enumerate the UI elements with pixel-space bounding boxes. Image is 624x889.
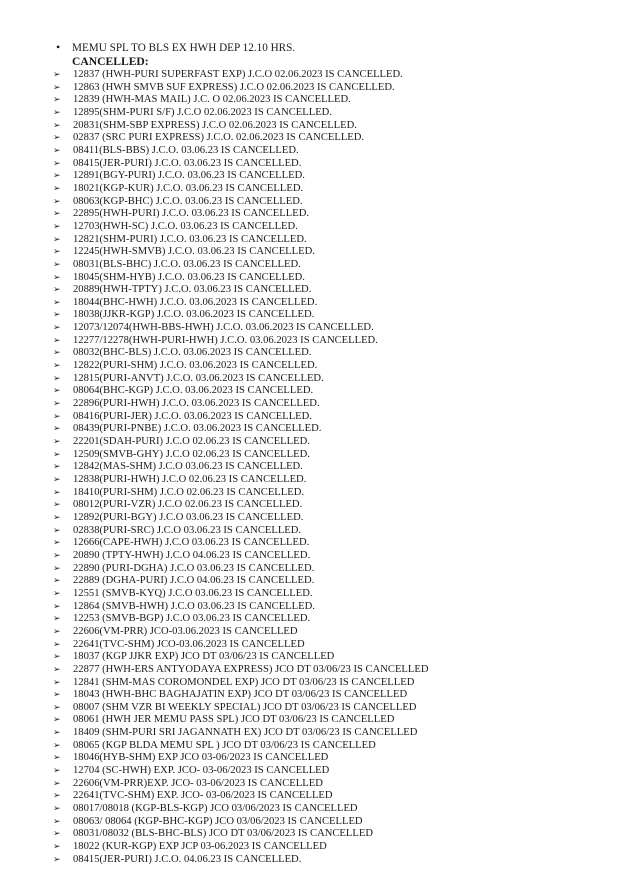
arrow-bullet-icon: ➢: [53, 728, 61, 739]
arrow-bullet-icon: ➢: [53, 500, 61, 511]
cancelled-train-item: [53, 702, 613, 715]
arrow-bullet-icon: ➢: [53, 816, 61, 827]
arrow-bullet-icon: ➢: [53, 766, 61, 777]
arrow-bullet-icon: ➢: [53, 475, 61, 485]
arrow-bullet-icon: ➢: [53, 82, 61, 93]
cancelled-train-text: 20889(HWH-TPTY) J.C.O. 03.06.23 IS CANCELLED.: [73, 284, 312, 296]
cancelled-train-item: [53, 601, 613, 614]
arrow-bullet-icon: ➢: [53, 626, 61, 637]
arrow-bullet-icon: ➢: [53, 791, 61, 802]
cancelled-train-item: [53, 639, 613, 652]
cancelled-train-text: 12551 (SMVB-KYQ) J.C.O 03.06.23 IS CANCELLED.: [73, 587, 313, 599]
arrow-bullet-icon: ➢: [53, 133, 61, 144]
cancelled-train-text: 22895(HWH-PURI) J.C.O. 03.06.23 IS CANCELLED.: [73, 208, 309, 220]
cancelled-train-text: 08415(JER-PURI) J.C.O. 04.06.23 IS CANCELLED.: [73, 853, 302, 865]
cancelled-train-text: 18043 (HWH-BHC BAGHAJATIN EXP) JCO DT 03/06/23 IS CANCELLED: [73, 689, 408, 701]
cancelled-train-item: [53, 436, 613, 449]
arrow-bullet-icon: ➢: [53, 120, 61, 131]
cancelled-train-text: 22641(TVC-SHM) EXP. JCO- 03-06/2023 IS CANCELLED: [73, 790, 333, 802]
cancelled-train-text: 08031(BLS-BHC) J.C.O. 03.06.23 IS CANCELLED.: [73, 258, 301, 270]
arrow-bullet-icon: ➢: [53, 652, 61, 663]
arrow-bullet-icon: ➢: [53, 386, 61, 397]
arrow-bullet-icon: ➢: [53, 449, 61, 460]
cancelled-train-item: [53, 272, 613, 285]
memu-special-heading: [56, 40, 295, 55]
cancelled-train-text: 20831(SHM-SBP EXPRESS) J.C.O 02.06.2023 IS CANCELLED.: [73, 119, 357, 131]
arrow-bullet-icon: ➢: [53, 361, 61, 372]
arrow-bullet-icon: ➢: [53, 259, 61, 270]
cancelled-train-text: 22201(SDAH-PURI) J.C.O 02.06.23 IS CANCELLED.: [73, 436, 310, 448]
arrow-bullet-icon: ➢: [53, 209, 61, 220]
arrow-bullet-icon: ➢: [53, 221, 61, 232]
cancelled-train-item: [53, 714, 613, 727]
cancelled-train-text: 12815(PURI-ANVT) J.C.O. 03.06.2023 IS CANCELLED.: [73, 372, 324, 384]
cancelled-train-text: 12073/12074(HWH-BBS-HWH) J.C.O. 03.06.2023 IS CANCELLED.: [73, 322, 374, 334]
arrow-bullet-icon: ➢: [53, 335, 61, 346]
cancelled-train-text: 12838(PURI-HWH) J.C.O 02.06.23 IS CANCELLED.: [73, 474, 307, 485]
arrow-bullet-icon: ➢: [53, 399, 61, 410]
cancelled-train-item: [53, 461, 613, 474]
cancelled-train-text: 08017/08018 (KGP-BLS-KGP) JCO 03/06/2023 IS CANCELLED: [73, 803, 358, 815]
arrow-bullet-icon: ➢: [53, 107, 61, 118]
cancelled-train-item: [53, 347, 613, 360]
cancelled-train-text: 12841 (SHM-MAS COROMONDEL EXP) JCO DT 03/06/23 IS CANCELLED: [73, 676, 415, 688]
cancelled-train-item: [53, 537, 613, 550]
cancelled-train-item: [53, 740, 613, 753]
cancelled-train-item: [53, 841, 613, 854]
cancelled-train-item: [53, 385, 613, 398]
cancelled-train-text: 08063/ 08064 (KGP-BHC-KGP) JCO 03/06/2023 IS CANCELLED: [73, 815, 363, 827]
cancelled-train-text: 22877 (HWH-ERS ANTYODAYA EXPRESS) JCO DT 03/06/23 IS CANCELLED: [73, 663, 429, 675]
cancelled-train-item: [53, 69, 613, 82]
cancelled-train-text: 20890 (TPTY-HWH) J.C.O 04.06.23 IS CANCELLED.: [73, 549, 311, 561]
cancelled-train-text: 18022 (KUR-KGP) EXP JCP 03-06.2023 IS CANCELLED: [73, 841, 327, 853]
arrow-bullet-icon: ➢: [53, 702, 61, 713]
arrow-bullet-icon: ➢: [53, 842, 61, 853]
cancelled-train-text: 02837 (SRC PURI EXPRESS) J.C.O. 02.06.2023 IS CANCELLED.: [73, 132, 365, 144]
arrow-bullet-icon: ➢: [53, 437, 61, 448]
arrow-bullet-icon: ➢: [53, 145, 61, 156]
cancelled-train-text: 22889 (DGHA-PURI) J.C.O 04.06.23 IS CANCELLED.: [73, 575, 315, 587]
cancelled-train-text: 08064(BHC-KGP) J.C.O. 03.06.2023 IS CANCELLED.: [73, 385, 314, 397]
cancelled-train-text: 18409 (SHM-PURI SRI JAGANNATH EX) JCO DT 03/06/23 IS CANCELLED: [73, 727, 418, 739]
arrow-bullet-icon: ➢: [53, 234, 61, 245]
bullet-icon: •: [56, 40, 61, 54]
cancelled-train-item: [53, 297, 613, 310]
cancelled-train-text: 18038(JJKR-KGP) J.C.O. 03.06.2023 IS CANCELLED.: [73, 309, 315, 321]
cancelled-train-text: 02838(PURI-SRC) J.C.O 03.06.23 IS CANCELLED.: [73, 524, 302, 536]
cancelled-train-text: 22606(VM-PRR) JCO-03.06.2023 IS CANCELLED: [73, 625, 298, 637]
heading-text: MEMU SPL TO BLS EX HWH DEP 12.10 HRS.: [72, 42, 296, 54]
arrow-bullet-icon: ➢: [53, 95, 61, 106]
cancelled-train-text: 12821(SHM-PURI) J.C.O. 03.06.23 IS CANCELLED.: [73, 233, 307, 245]
arrow-bullet-icon: ➢: [53, 829, 61, 840]
cancelled-train-text: 18037 (KGP JJKR EXP) JCO DT 03/06/23 IS CANCELLED: [73, 651, 335, 663]
cancelled-train-text: 12892(PURI-BGY) J.C.O 03.06.23 IS CANCELLED.: [73, 511, 304, 523]
arrow-bullet-icon: ➢: [53, 715, 61, 726]
cancelled-train-item: [53, 449, 613, 462]
cancelled-train-item: [53, 234, 613, 247]
cancelled-train-item: [53, 398, 613, 411]
cancelled-train-text: 08415(JER-PURI) J.C.O. 03.06.23 IS CANCELLED.: [73, 157, 302, 169]
cancelled-train-item: [53, 512, 613, 525]
arrow-bullet-icon: ➢: [53, 323, 61, 334]
cancelled-train-item: [53, 651, 613, 664]
cancelled-train-text: 18021(KGP-KUR) J.C.O. 03.06.23 IS CANCELLED.: [73, 182, 304, 194]
cancelled-train-item: [53, 284, 613, 297]
cancelled-train-item: [53, 816, 613, 829]
cancelled-train-item: [53, 778, 613, 791]
cancelled-train-item: [53, 322, 613, 335]
cancelled-train-item: [53, 550, 613, 563]
cancelled-train-item: [53, 423, 613, 436]
cancelled-train-text: 12277/12278(HWH-PURI-HWH) J.C.O. 03.06.2023 IS CANCELLED.: [73, 334, 378, 346]
arrow-bullet-icon: ➢: [53, 588, 61, 599]
arrow-bullet-icon: ➢: [53, 525, 61, 536]
cancelled-train-item: [53, 613, 613, 626]
arrow-bullet-icon: ➢: [53, 70, 61, 80]
cancelled-train-item: [53, 145, 613, 158]
cancelled-train-item: [53, 411, 613, 424]
cancelled-train-text: 08065 (KGP BLDA MEMU SPL ) JCO DT 03/06/23 IS CANCELLED: [73, 739, 376, 751]
arrow-bullet-icon: ➢: [53, 538, 61, 549]
arrow-bullet-icon: ➢: [53, 614, 61, 625]
cancelled-train-item: [53, 752, 613, 765]
cancelled-train-item: [53, 82, 613, 95]
arrow-bullet-icon: ➢: [53, 740, 61, 751]
cancelled-train-text: 18045(SHM-HYB) J.C.O. 03.06.23 IS CANCELLED.: [73, 271, 305, 283]
arrow-bullet-icon: ➢: [53, 804, 61, 815]
cancelled-train-item: [53, 689, 613, 702]
cancelled-train-text: 12666(CAPE-HWH) J.C.O 03.06.23 IS CANCELLED.: [73, 537, 310, 549]
cancelled-train-item: [53, 107, 613, 120]
cancelled-train-item: [53, 626, 613, 639]
cancelled-train-text: 08411(BLS-BBS) J.C.O. 03.06.23 IS CANCELLED.: [73, 144, 299, 156]
cancelled-train-item: [53, 120, 613, 133]
cancelled-train-item: [53, 208, 613, 221]
cancelled-train-item: [53, 474, 613, 487]
cancelled-train-text: 12837 (HWH-PURI SUPERFAST EXP) J.C.O 02.06.2023 IS CANCELLED.: [73, 69, 403, 80]
cancelled-train-text: 08416(PURI-JER) J.C.O. 03.06.2023 IS CANCELLED.: [73, 410, 312, 422]
arrow-bullet-icon: ➢: [53, 373, 61, 384]
cancelled-train-text: 12864 (SMVB-HWH) J.C.O 03.06.23 IS CANCELLED.: [73, 600, 315, 612]
cancelled-train-item: [53, 221, 613, 234]
cancelled-train-item: [53, 828, 613, 841]
arrow-bullet-icon: ➢: [53, 639, 61, 650]
cancelled-trains-list: [53, 69, 613, 866]
cancelled-train-item: [53, 335, 613, 348]
arrow-bullet-icon: ➢: [53, 196, 61, 207]
arrow-bullet-icon: ➢: [53, 690, 61, 701]
cancelled-train-item: [53, 854, 613, 867]
cancelled-train-text: 12891(BGY-PURI) J.C.O. 03.06.23 IS CANCELLED.: [73, 170, 305, 182]
cancelled-train-text: 22606(VM-PRR)EXP. JCO- 03-06/2023 IS CANCELLED: [73, 777, 323, 789]
cancelled-train-text: 12842(MAS-SHM) J.C.O 03.06.23 IS CANCELLED.: [73, 461, 303, 473]
cancelled-train-text: 18410(PURI-SHM) J.C.O 02.06.23 IS CANCELLED.: [73, 486, 305, 498]
cancelled-train-item: [53, 575, 613, 588]
cancelled-train-text: 08007 (SHM VZR BI WEEKLY SPECIAL) JCO DT 03/06/23 IS CANCELLED: [73, 701, 417, 713]
arrow-bullet-icon: ➢: [53, 576, 61, 587]
cancelled-train-item: [53, 790, 613, 803]
cancelled-train-item: [53, 309, 613, 322]
arrow-bullet-icon: ➢: [53, 462, 61, 473]
arrow-bullet-icon: ➢: [53, 297, 61, 308]
arrow-bullet-icon: ➢: [53, 247, 61, 258]
cancelled-train-text: 22641(TVC-SHM) JCO-03.06.2023 IS CANCELLED: [73, 638, 305, 650]
cancelled-train-item: [53, 94, 613, 107]
cancelled-train-item: [53, 259, 613, 272]
cancelled-train-text: 12253 (SMVB-BGP) J.C.O 03.06.23 IS CANCELLED.: [73, 613, 311, 625]
arrow-bullet-icon: ➢: [53, 285, 61, 296]
arrow-bullet-icon: ➢: [53, 424, 61, 435]
cancelled-train-item: [53, 170, 613, 183]
arrow-bullet-icon: ➢: [53, 753, 61, 764]
cancelled-train-item: [53, 563, 613, 576]
cancelled-train-text: 12704 (SC-HWH) EXP. JCO- 03-06/2023 IS CANCELLED: [73, 765, 330, 777]
cancelled-train-text: 08063(KGP-BHC) J.C.O. 03.06.23 IS CANCELLED.: [73, 195, 303, 207]
cancelled-train-text: 12509(SMVB-GHY) J.C.O 02.06.23 IS CANCELLED.: [73, 448, 310, 460]
cancelled-train-text: 12895(SHM-PURI S/F) J.C.O 02.06.2023 IS CANCELLED.: [73, 106, 332, 118]
arrow-bullet-icon: ➢: [53, 563, 61, 574]
arrow-bullet-icon: ➢: [53, 183, 61, 194]
cancelled-train-item: [53, 525, 613, 538]
arrow-bullet-icon: ➢: [53, 310, 61, 321]
arrow-bullet-icon: ➢: [53, 512, 61, 523]
cancelled-train-text: 22896(PURI-HWH) J.C.O. 03.06.2023 IS CANCELLED.: [73, 398, 320, 410]
cancelled-train-text: 12822(PURI-SHM) J.C.O. 03.06.2023 IS CANCELLED.: [73, 360, 318, 372]
cancelled-train-item: [53, 360, 613, 373]
cancelled-train-item: [53, 499, 613, 512]
arrow-bullet-icon: ➢: [53, 487, 61, 498]
cancelled-train-text: 12863 (HWH SMVB SUF EXPRESS) J.C.O 02.06.2023 IS CANCELLED.: [73, 81, 395, 93]
cancelled-train-text: 08012(PURI-VZR) J.C.O 02.06.23 IS CANCELLED.: [73, 499, 303, 511]
cancelled-train-item: [53, 677, 613, 690]
cancelled-train-text: 08032(BHC-BLS) J.C.O. 03.06.2023 IS CANCELLED.: [73, 347, 312, 359]
cancelled-train-text: 08439(PURI-PNBE) J.C.O. 03.06.2023 IS CANCELLED.: [73, 423, 322, 435]
cancelled-train-text: 12245(HWH-SMVB) J.C.O. 03.06.23 IS CANCELLED.: [73, 246, 315, 258]
arrow-bullet-icon: ➢: [53, 664, 61, 675]
cancelled-train-item: [53, 588, 613, 601]
arrow-bullet-icon: ➢: [53, 778, 61, 789]
cancelled-section-title: CANCELLED:: [72, 55, 149, 68]
cancelled-train-item: [53, 487, 613, 500]
cancelled-train-item: [53, 373, 613, 386]
cancelled-train-item: [53, 664, 613, 677]
cancelled-train-text: 18044(BHC-HWH) J.C.O. 03.06.2023 IS CANCELLED.: [73, 296, 318, 308]
cancelled-train-text: 18046(HYB-SHM) EXP JCO 03-06/2023 IS CANCELLED: [73, 752, 329, 764]
cancelled-train-item: [53, 765, 613, 778]
cancelled-train-item: [53, 246, 613, 259]
cancelled-train-item: [53, 803, 613, 816]
arrow-bullet-icon: ➢: [53, 411, 61, 422]
arrow-bullet-icon: ➢: [53, 550, 61, 561]
cancelled-train-item: [53, 196, 613, 209]
cancelled-train-text: 12703(HWH-SC) J.C.O. 03.06.23 IS CANCELLED.: [73, 220, 298, 232]
cancelled-train-text: 08061 (HWH JER MEMU PASS SPL) JCO DT 03/06/23 IS CANCELLED: [73, 714, 395, 726]
arrow-bullet-icon: ➢: [53, 677, 61, 688]
cancelled-train-item: [53, 183, 613, 196]
cancelled-train-item: [53, 727, 613, 740]
cancelled-train-item: [53, 132, 613, 145]
arrow-bullet-icon: ➢: [53, 272, 61, 283]
cancelled-train-text: 12839 (HWH-MAS MAIL) J.C. O 02.06.2023 IS CANCELLED.: [73, 94, 351, 106]
cancelled-train-text: 08031/08032 (BLS-BHC-BLS) JCO DT 03/06/2023 IS CANCELLED: [73, 828, 373, 840]
arrow-bullet-icon: ➢: [53, 854, 61, 865]
arrow-bullet-icon: ➢: [53, 348, 61, 359]
cancelled-train-text: 22890 (PURI-DGHA) J.C.O 03.06.23 IS CANCELLED.: [73, 562, 315, 574]
arrow-bullet-icon: ➢: [53, 601, 61, 612]
cancelled-train-item: [53, 158, 613, 171]
arrow-bullet-icon: ➢: [53, 158, 61, 169]
arrow-bullet-icon: ➢: [53, 171, 61, 182]
